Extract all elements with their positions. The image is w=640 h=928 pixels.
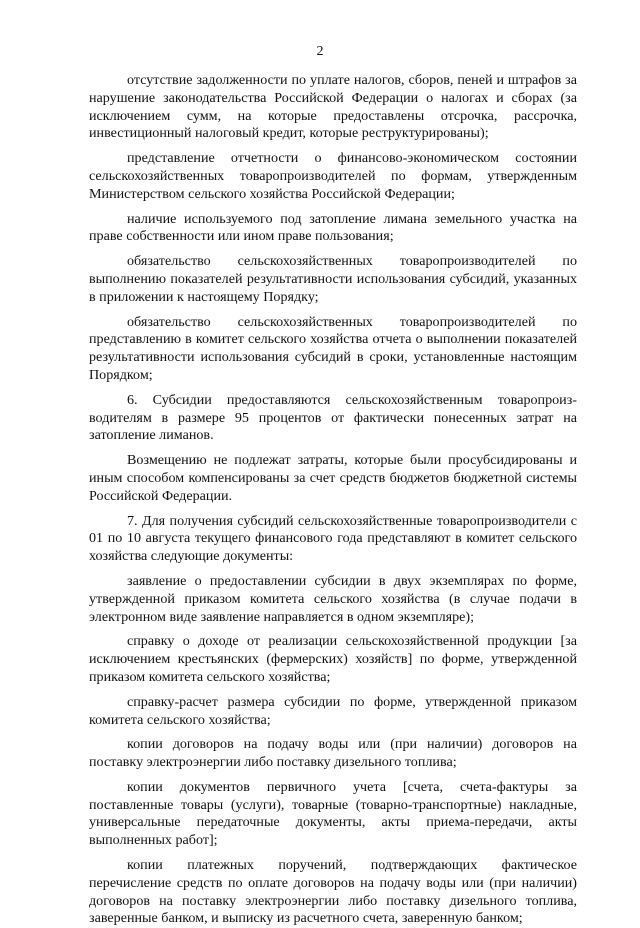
page-number: 2 <box>316 44 324 59</box>
paragraph-6: 6. Субсидии предоставляются сельскохозяйственным товаропроизводителям в размере 95 процентов от фактически понесенных затрат на затопление лиманов. <box>89 391 577 444</box>
paragraph-12: копии договоров на подачу воды или (при наличии) договоров на поставку электроэнергии либо поставку дизельного топлива; <box>89 736 577 771</box>
paragraph-13: копии документов первичного учета [счета, счета-фактуры за поставленные товары (услуги), товарные (товарно-транспортные) накладные, универсальные передаточные документы, акты приема-передачи, акты выполненных работ]; <box>89 778 577 849</box>
document-body <box>89 72 577 928</box>
paragraph-3: наличие используемого под затопление лимана земельного участка на праве собственности или ином праве пользования; <box>89 210 577 245</box>
paragraph-11: справку-расчет размера субсидии по форме, утвержденной приказом комитета сельского хозяйства; <box>89 693 577 728</box>
paragraph-9: заявление о предоставлении субсидии в двух экземплярах по форме, утвержденной приказом комитета сельского хозяйства (в случае подачи в электронном виде заявление направляется в одном экземпляре); <box>89 572 577 625</box>
paragraph-5: обязательство сельскохозяйственных товаропроизводителей по представлению в комитет сельского хозяйства отчета о выполнении показателей результативности использования субсидий в сроки, установленные настоящим Порядком; <box>89 313 577 383</box>
paragraph-1: отсутствие задолженности по уплате налогов, сборов, пеней и штрафов за нарушение законодательства Российской Федерации о налогах и сборах (за исключением сумм, на которые предоставлены отсрочка, рассрочка, инвестиционный налоговый кредит, которые реструктурированы); <box>89 72 577 142</box>
paragraph-14: копии платежных поручений, подтверждающих фактическое перечисление средств по оплате договоров на подачу воды или (при наличии) договоров на поставку электроэнергии либо поставку дизельного топлива, заверенные банком, и выписку из расчетного счета, заверенную банком; <box>89 857 577 927</box>
paragraph-8: 7. Для получения субсидий сельскохозяйственные товаропроизводители с 01 по 10 августа текущего финансового года представляют в комитет сельского хозяйства следующие документы: <box>89 512 577 565</box>
paragraph-10: справку о доходе от реализации сельскохозяйственной продукции [за исключением крестьянских (фермерских) хозяйств] по форме, утвержденной приказом комитета сельского хозяйства; <box>89 633 577 685</box>
paragraph-4: обязательство сельскохозяйственных товаропроизводителей по выполнению показателей результативности использования субсидий, указанных в приложении к настоящему Порядку; <box>89 253 577 305</box>
paragraph-7: Возмещению не подлежат затраты, которые были просубсидированы и иным способом компенсированы за счет средств бюджетов бюджетной системы Российской Федерации. <box>89 452 577 504</box>
paragraph-2: представление отчетности о финансово-экономическом состоянии сельскохозяйственных товаропроизводителей по формам, утвержденным Министерством сельского хозяйства Российской Федерации; <box>89 150 577 202</box>
